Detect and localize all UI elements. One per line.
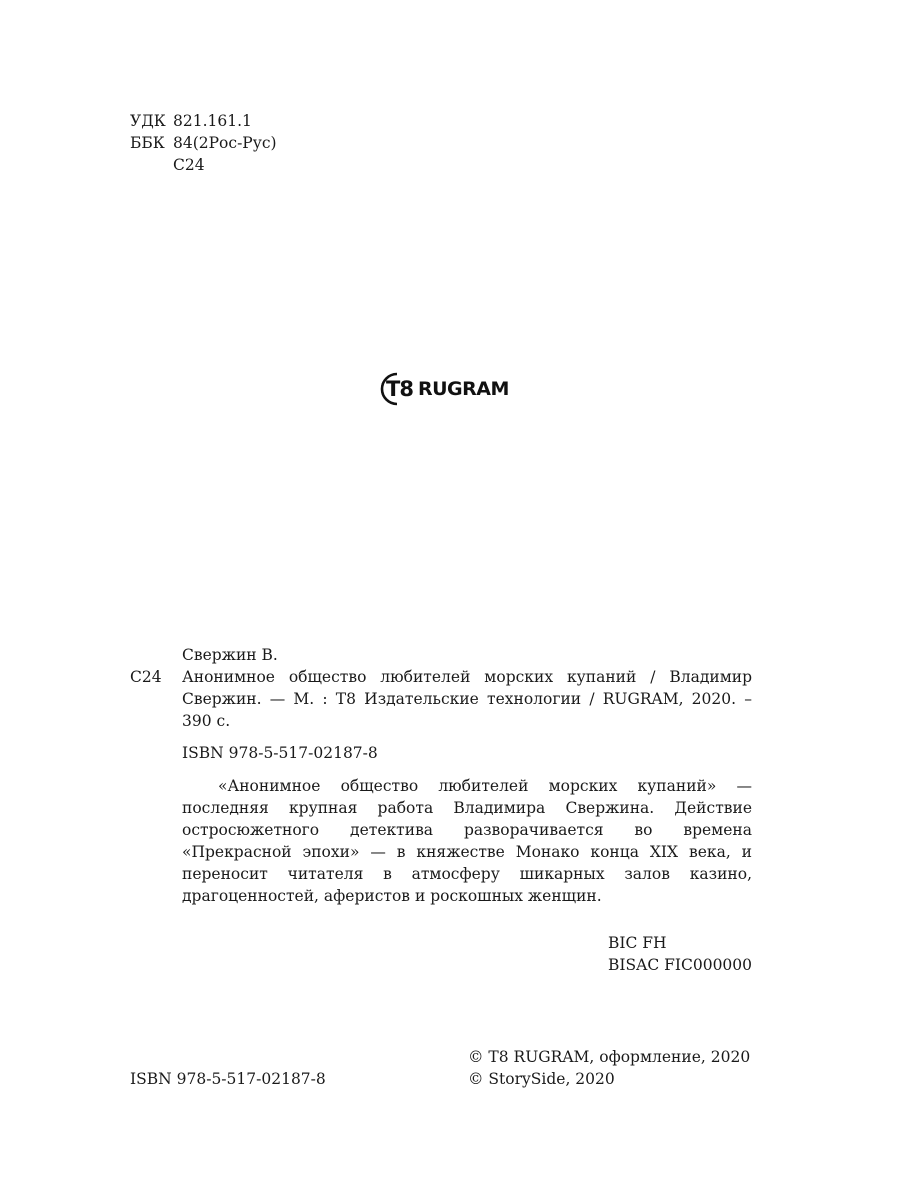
copyright-block <box>468 1046 750 1090</box>
record-author-mark: С24 <box>130 668 162 686</box>
record-description: Анонимное общество любителей морских купаний / Владимир Свержин. — М. : Т8 Издательские технологии / RUGRAM, 2020. – 390 с. <box>182 668 752 730</box>
record-isbn: ISBN 978-5-517-02187-8 <box>182 744 378 762</box>
record-author: Свержин В. <box>182 646 278 664</box>
author-mark: С24 <box>173 156 205 174</box>
t8-logo-mark-icon <box>380 372 414 406</box>
footer-isbn: ISBN 978-5-517-02187-8 <box>130 1070 326 1088</box>
bic-code: BIC FH <box>608 934 667 952</box>
udk-row <box>130 110 277 132</box>
copyright-line-2: © StorySide, 2020 <box>468 1070 615 1088</box>
author-mark-row <box>130 154 277 176</box>
classification-block <box>130 110 277 176</box>
record-annotation: «Анонимное общество любителей морских купаний» — последняя крупная работа Владимира Свержина. Действие остросюжетного детектива разворачивается во времена «Прекрасной эпохи» — в княжестве Монако конца XIX века, и переносит читателя в атмосферу шикарных залов казино, драгоценностей, аферистов и роскошных женщин. <box>182 777 752 905</box>
bibliographic-record <box>182 644 752 907</box>
bisac-code: BISAC FIC000000 <box>608 956 753 974</box>
udk-value: 821.161.1 <box>173 112 252 130</box>
copyright-line-1: © Т8 RUGRAM, оформление, 2020 <box>468 1048 751 1066</box>
bbk-value: 84(2Рос-Рус) <box>173 134 277 152</box>
logo-mark-text: T8 <box>386 377 413 401</box>
publisher-logo <box>380 372 509 406</box>
bbk-label: ББК <box>130 134 165 152</box>
bbk-row <box>130 132 277 154</box>
udk-label: УДК <box>130 112 166 130</box>
logo-wordmark: RUGRAM <box>418 378 509 400</box>
subject-codes <box>608 932 752 976</box>
